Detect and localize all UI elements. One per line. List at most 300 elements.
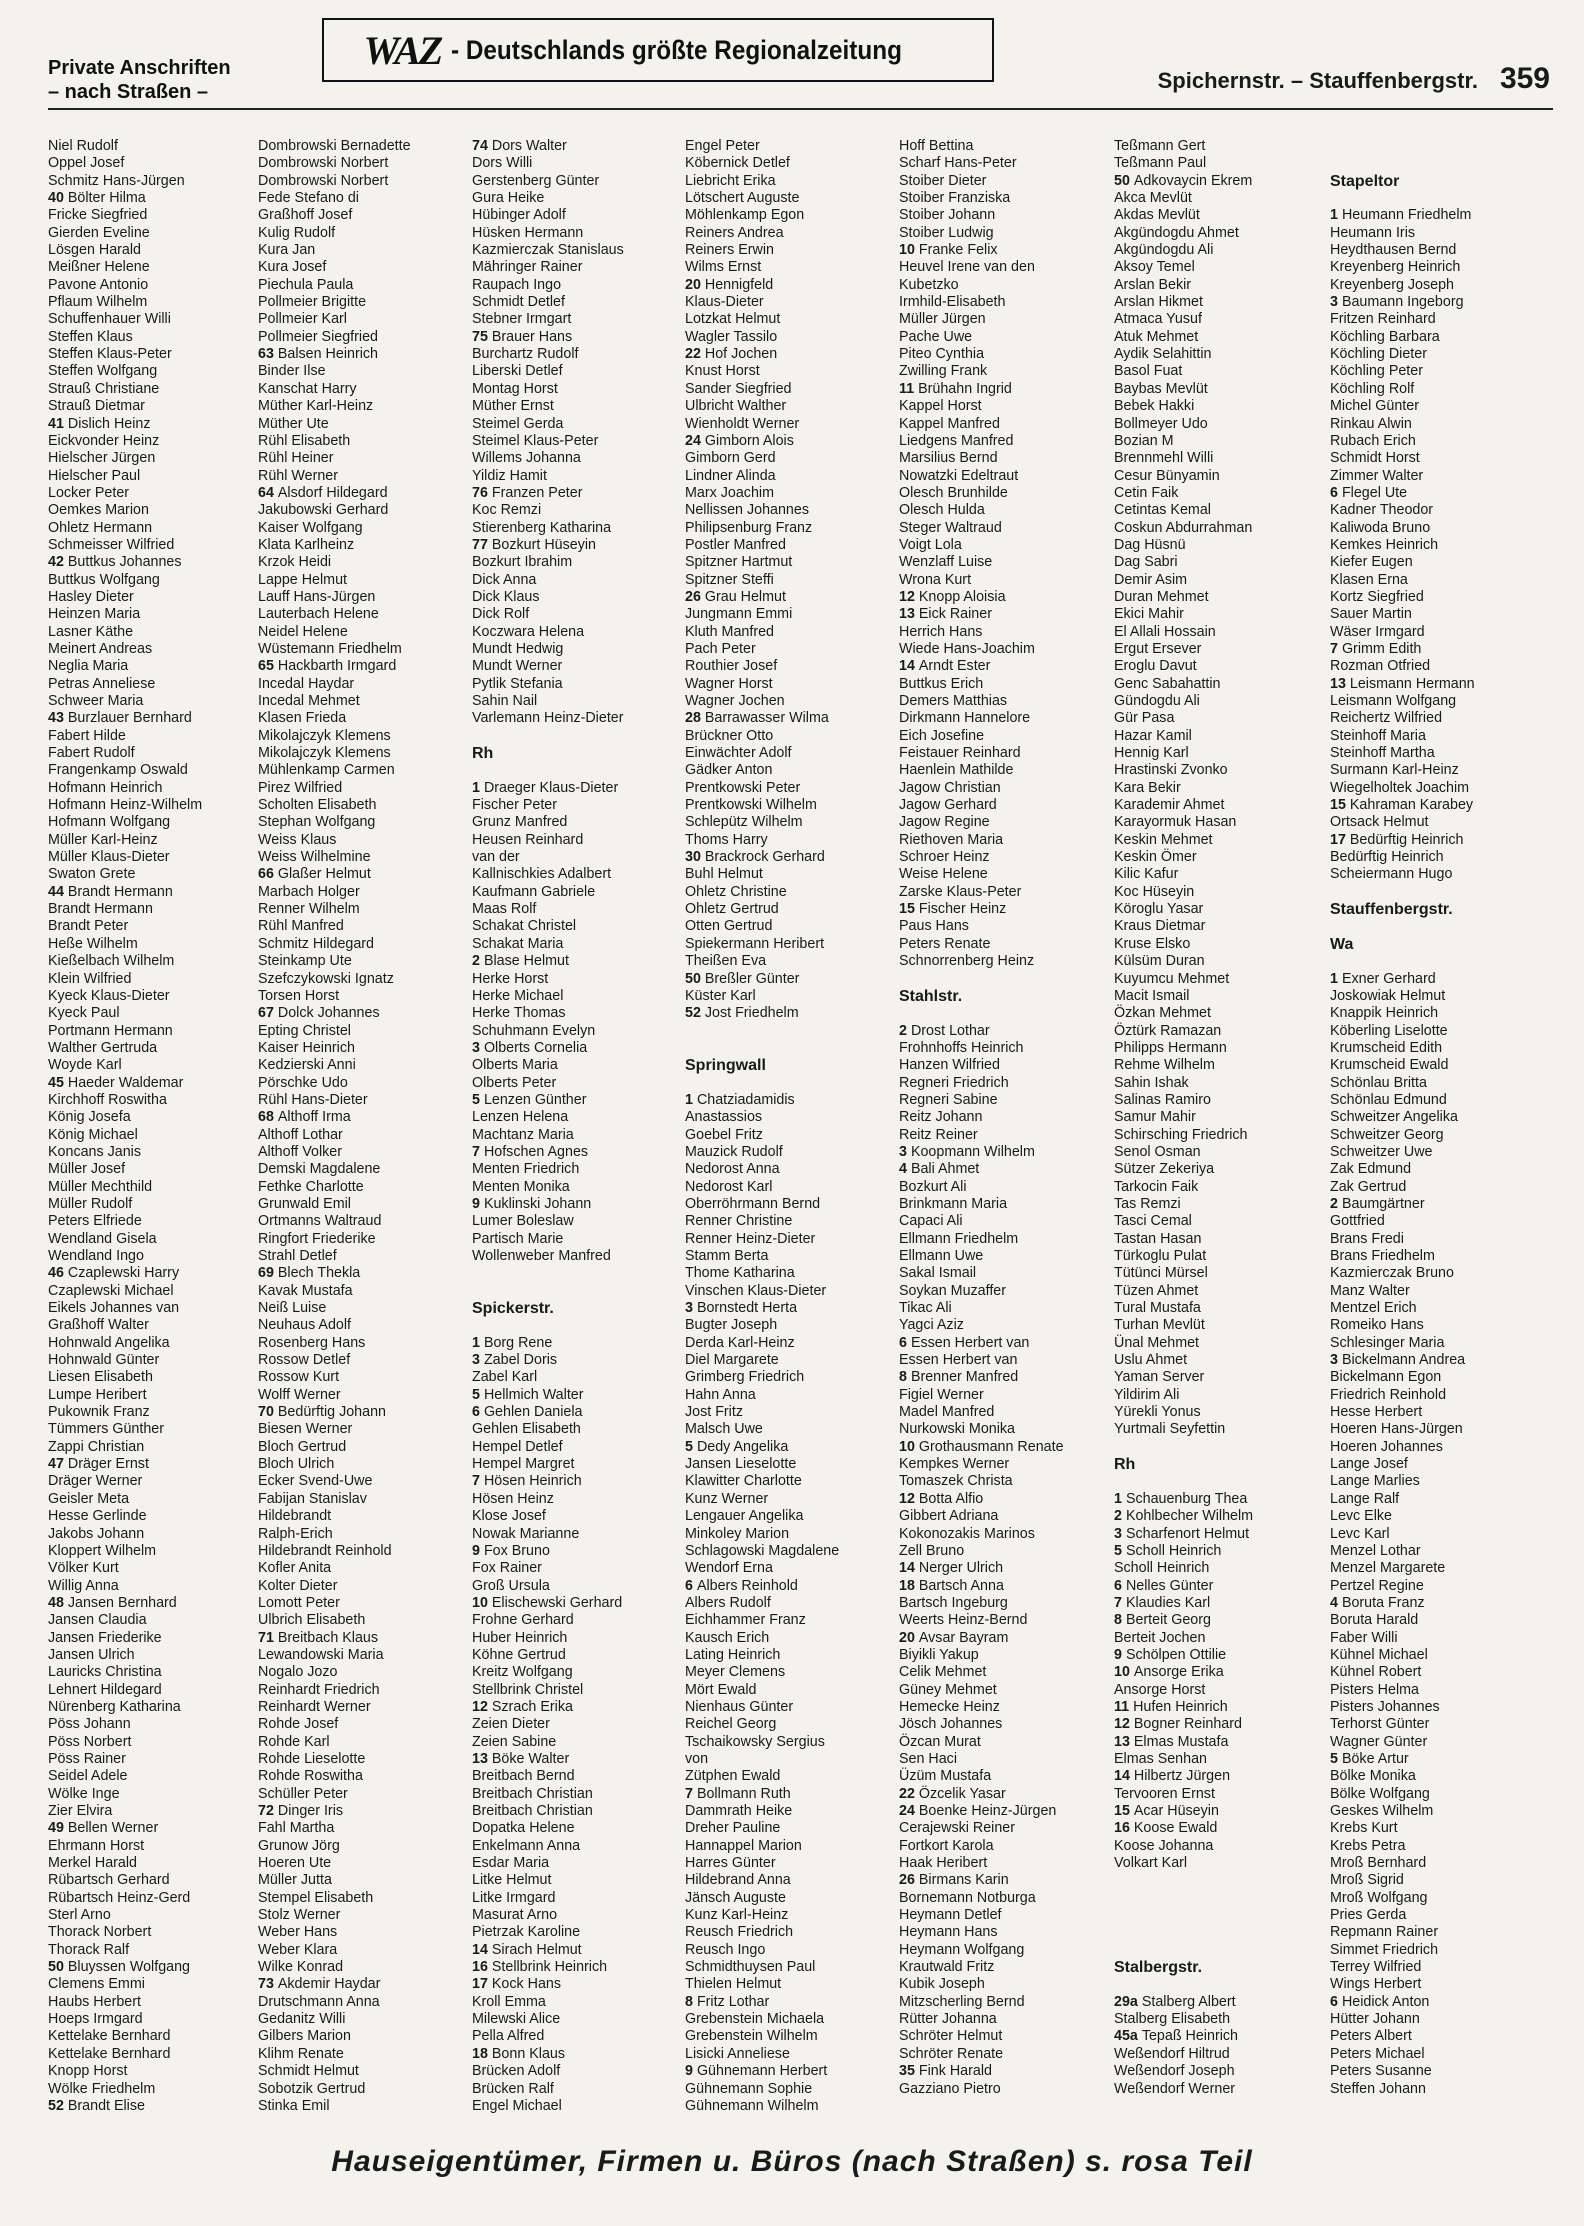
resident-entry <box>472 1335 677 1352</box>
resident-entry: Hoeps Irmgard <box>48 2011 143 2028</box>
resident-entry: Kulig Rudolf <box>258 224 336 241</box>
resident-entry: Albers Rudolf <box>685 1594 771 1611</box>
resident-entry: Weßendorf Werner <box>1114 2080 1236 2097</box>
resident-entry: Hildebrand Anna <box>685 1872 791 1889</box>
resident-name: Gimborn Alois <box>704 432 794 449</box>
resident-entry: Eikels Johannes van <box>48 1300 180 1317</box>
resident-entry: Herke Horst <box>472 970 549 987</box>
resident-entry: Olesch Hulda <box>899 502 985 519</box>
resident-entry: Pache Uwe <box>899 328 973 345</box>
resident-entry <box>1114 1994 1319 2011</box>
house-number: 20 <box>899 1629 919 1646</box>
resident-entry: Kaiser Wolfgang <box>258 519 363 536</box>
resident-entry: Bickelmann Egon <box>1330 1369 1442 1386</box>
resident-entry: Sterl Arno <box>48 1907 111 1924</box>
resident-entry: Wings Herbert <box>1330 1976 1422 1993</box>
resident-entry: Wenzlaff Luise <box>899 554 993 571</box>
house-number: 67 <box>258 1005 278 1022</box>
resident-entry: Jakubowski Gerhard <box>258 502 389 519</box>
header-divider <box>48 108 1553 110</box>
resident-entry: Rossow Kurt <box>258 1369 340 1386</box>
resident-entry: Reinhardt Friedrich <box>258 1681 380 1698</box>
resident-entry: Steffen Klaus-Peter <box>48 346 172 363</box>
spacer <box>1114 1439 1319 1456</box>
resident-entry: Kanschat Harry <box>258 380 357 397</box>
street-range: Spichernstr. – Stauffenbergstr. <box>1157 68 1478 93</box>
resident-entry: Kaliwoda Bruno <box>1330 519 1431 536</box>
resident-entry <box>685 1786 890 1803</box>
resident-entry <box>899 606 1104 623</box>
resident-entry: Minkoley Marion <box>685 1525 790 1542</box>
resident-entry: Pörschke Udo <box>258 1074 348 1091</box>
resident-name: Szrach Erika <box>491 1698 573 1715</box>
resident-entry: König Michael <box>48 1126 138 1143</box>
resident-entry: Pirez Wilfried <box>258 779 343 796</box>
resident-entry: Yürekli Yonus <box>1114 1404 1201 1421</box>
resident-entry: Liebricht Erika <box>685 172 776 189</box>
resident-entry: Nowak Marianne <box>472 1525 580 1542</box>
resident-entry: Karayormuk Hasan <box>1114 814 1237 831</box>
resident-entry <box>472 1959 677 1976</box>
resident-entry: Klein Wilfried <box>48 970 132 987</box>
resident-entry: Gühnemann Wilhelm <box>685 2097 819 2114</box>
page-number: 359 <box>1499 62 1550 95</box>
house-number: 6 <box>1330 484 1342 501</box>
resident-entry <box>1114 2028 1319 2045</box>
house-number: 76 <box>472 484 492 501</box>
resident-entry <box>685 710 890 727</box>
resident-entry: Graßhoff Josef <box>258 207 353 224</box>
resident-entry: Bebek Hakki <box>1114 398 1195 415</box>
resident-entry <box>685 971 890 988</box>
resident-entry: Maas Rolf <box>472 901 537 918</box>
resident-entry: Krebs Kurt <box>1330 1820 1398 1837</box>
resident-entry: Levc Karl <box>1330 1525 1390 1542</box>
resident-entry <box>48 416 253 433</box>
resident-name: Stellbrink Heinrich <box>491 1959 608 1976</box>
resident-entry: Eich Josefine <box>899 727 985 744</box>
resident-entry: Mauzick Rudolf <box>685 1143 783 1160</box>
resident-entry: Ehrmann Horst <box>48 1837 145 1854</box>
resident-entry: Peters Michael <box>1330 2045 1425 2062</box>
resident-entry: Wölke Friedhelm <box>48 2080 156 2097</box>
resident-entry: Jänsch Auguste <box>685 1889 786 1906</box>
resident-entry: Klawitter Charlotte <box>685 1473 802 1490</box>
resident-name: Acar Hüseyin <box>1133 1803 1219 1819</box>
house-number: 1 <box>1330 970 1342 987</box>
resident-name: Koopmann Wilhelm <box>910 1143 1035 1160</box>
resident-entry: Weiss Klaus <box>258 831 337 848</box>
resident-entry: Kunz Karl-Heinz <box>685 1907 789 1924</box>
resident-entry: Schmitz Hildegard <box>258 935 375 952</box>
resident-entry: Ellmann Friedhelm <box>899 1230 1019 1247</box>
resident-entry <box>472 1751 677 1768</box>
resident-entry: Dombrowski Bernadette <box>258 138 411 154</box>
resident-entry: Bugter Joseph <box>685 1317 778 1334</box>
resident-entry: Fede Stefano di <box>258 190 359 207</box>
resident-entry: Lindner Alinda <box>685 467 776 484</box>
resident-name: Bali Ahmet <box>910 1161 980 1178</box>
house-number: 7 <box>472 1473 484 1490</box>
house-number: 15 <box>1330 797 1350 814</box>
resident-entry: Lange Josef <box>1330 1456 1408 1473</box>
resident-entry: Schönlau Edmund <box>1330 1091 1447 1108</box>
resident-entry: Rossow Detlef <box>258 1352 351 1369</box>
house-number: 72 <box>258 1803 278 1819</box>
house-number: 28 <box>685 710 705 727</box>
resident-entry <box>1114 1578 1319 1595</box>
resident-entry: Hoff Bettina <box>899 138 974 154</box>
resident-entry: Neiß Luise <box>258 1300 327 1317</box>
resident-entry: Breitbach Christian <box>472 1803 593 1819</box>
resident-entry: Lange Marlies <box>1330 1473 1420 1490</box>
resident-entry <box>258 1005 463 1022</box>
resident-entry: Klata Karlheinz <box>258 536 355 553</box>
resident-entry: Mentzel Erich <box>1330 1300 1417 1317</box>
resident-name: Elischewski Gerhard <box>491 1594 623 1611</box>
resident-entry: Bozkurt Ali <box>899 1178 967 1195</box>
resident-entry: Arslan Bekir <box>1114 276 1192 293</box>
resident-entry: Köhne Gertrud <box>472 1646 566 1663</box>
resident-entry: Schmidthuysen Paul <box>685 1959 816 1976</box>
resident-entry <box>472 1040 677 1057</box>
resident-entry: Brückner Otto <box>685 727 774 744</box>
resident-entry: Madel Manfred <box>899 1404 995 1421</box>
resident-entry: Bornemann Notburga <box>899 1889 1036 1906</box>
resident-entry: Müther Karl-Heinz <box>258 398 374 415</box>
resident-entry: Ohletz Christine <box>685 883 787 900</box>
resident-entry: Hoeren Hans-Jürgen <box>1330 1421 1463 1438</box>
resident-entry: Marbach Holger <box>258 883 360 900</box>
resident-entry: Lauterbach Helene <box>258 606 379 623</box>
resident-entry: Soykan Muzaffer <box>899 1282 1007 1299</box>
resident-entry: Sahin Nail <box>472 693 538 709</box>
resident-entry: Külsüm Duran <box>1114 953 1205 970</box>
resident-name: Birmans Karin <box>918 1872 1009 1889</box>
resident-entry <box>1330 1994 1535 2011</box>
spacer <box>1114 1907 1319 1924</box>
house-number: 1 <box>1114 1490 1126 1507</box>
street-heading: Springwall <box>685 1057 766 1075</box>
resident-name: Olberts Cornelia <box>483 1039 588 1056</box>
resident-entry: Brandt Peter <box>48 918 129 935</box>
resident-entry: Theißen Eva <box>685 953 767 970</box>
resident-entry: Figiel Werner <box>899 1386 984 1403</box>
resident-entry: Wagner Günter <box>1330 1733 1428 1750</box>
resident-name: Breitbach Klaus <box>277 1629 379 1646</box>
resident-entry: Mitzscherling Bernd <box>899 1993 1025 2010</box>
resident-name: Boenke Heinz-Jürgen <box>918 1803 1057 1819</box>
resident-entry: Oberröhrmann Bernd <box>685 1195 821 1212</box>
resident-entry: Reiners Andrea <box>685 224 784 241</box>
resident-name: Dolck Johannes <box>277 1005 380 1022</box>
resident-entry: Incedal Mehmet <box>258 693 360 709</box>
resident-entry <box>685 1092 890 1109</box>
spacer <box>1114 1473 1319 1490</box>
resident-entry: Schröter Renate <box>899 2045 1004 2062</box>
resident-entry: Piteo Cynthia <box>899 346 985 363</box>
resident-entry: Hübinger Adolf <box>472 207 566 224</box>
resident-entry: Yurtmali Seyfettin <box>1114 1421 1226 1438</box>
resident-name: Arndt Ester <box>918 658 991 675</box>
resident-entry: Tural Mustafa <box>1114 1300 1201 1317</box>
house-number: 52 <box>685 1005 705 1022</box>
resident-entry: Althoff Lothar <box>258 1126 343 1143</box>
resident-entry: Rinkau Alwin <box>1330 415 1412 432</box>
resident-entry: Kaiser Heinrich <box>258 1039 355 1056</box>
resident-name: Sirach Helmut <box>491 1941 582 1958</box>
resident-entry: Wiede Hans-Joachim <box>899 640 1035 657</box>
resident-entry: Akdas Mevlüt <box>1114 207 1200 224</box>
resident-entry: Peters Susanne <box>1330 2063 1432 2080</box>
resident-entry <box>1330 971 1535 988</box>
resident-name: Exner Gerhard <box>1341 970 1436 987</box>
house-number: 29a <box>1114 1993 1142 2010</box>
resident-entry: Pöss Norbert <box>48 1733 132 1750</box>
house-number: 10 <box>1114 1664 1134 1681</box>
resident-entry: Liesen Elisabeth <box>48 1369 153 1386</box>
resident-entry <box>472 780 677 797</box>
resident-entry: Pisters Johannes <box>1330 1698 1440 1715</box>
resident-entry: Meyer Clemens <box>685 1664 786 1681</box>
resident-entry: Herke Thomas <box>472 1005 566 1022</box>
house-number: 74 <box>472 138 492 154</box>
resident-entry: Sauer Martin <box>1330 606 1412 623</box>
resident-entry: Keskin Mehmet <box>1114 831 1213 848</box>
spacer <box>685 1040 890 1057</box>
resident-entry: Wienholdt Werner <box>685 415 800 432</box>
resident-entry: Meißner Helene <box>48 259 150 276</box>
resident-name: Brühahn Ingrid <box>918 380 1012 397</box>
resident-entry: Bedürftig Heinrich <box>1330 849 1444 866</box>
resident-entry: Lösgen Harald <box>48 242 141 259</box>
resident-entry: Tasci Cemal <box>1114 1213 1192 1230</box>
resident-entry <box>1114 1526 1319 1543</box>
resident-entry: Schlepütz Wilhelm <box>685 814 803 831</box>
resident-name: Brauer Hans <box>491 328 573 345</box>
resident-name: Breßler Günter <box>704 970 800 987</box>
resident-entry: Akgündogdu Ahmet <box>1114 224 1239 241</box>
resident-entry: Zeien Sabine <box>472 1733 557 1750</box>
resident-entry <box>1330 797 1535 814</box>
resident-entry: Grunwald Emil <box>258 1195 351 1212</box>
resident-entry: Kappel Horst <box>899 398 982 415</box>
resident-entry: Lappe Helmut <box>258 571 348 588</box>
resident-name: Althoff Irma <box>277 1109 351 1126</box>
resident-entry: Akgündogdu Ali <box>1114 242 1214 259</box>
resident-entry: Frohnhoffs Heinrich <box>899 1039 1024 1056</box>
resident-entry: Üzüm Mustafa <box>899 1768 992 1785</box>
spacer <box>899 971 1104 988</box>
resident-entry: Rohde Roswitha <box>258 1768 363 1785</box>
resident-entry: Stellbrink Christel <box>472 1681 584 1698</box>
resident-entry: Tervooren Ernst <box>1114 1785 1215 1802</box>
resident-entry <box>899 1144 1104 1161</box>
house-number: 47 <box>48 1456 68 1473</box>
resident-entry: Müller Mechthild <box>48 1178 153 1195</box>
resident-entry: Willig Anna <box>48 1577 119 1594</box>
resident-entry <box>899 1369 1104 1386</box>
resident-entry: Weber Klara <box>258 1941 338 1958</box>
resident-entry: Nürenberg Katharina <box>48 1698 181 1715</box>
resident-entry: Tschaikowsky Sergius <box>685 1733 825 1750</box>
resident-entry: Ünal Mehmet <box>1114 1334 1200 1351</box>
resident-entry: Sahin Ishak <box>1114 1074 1189 1091</box>
resident-entry: Mroß Wolfgang <box>1330 1889 1428 1906</box>
resident-name: Bozkurt Hüseyin <box>491 536 596 553</box>
resident-entry: Jösch Johannes <box>899 1716 1003 1733</box>
spacer <box>1114 1976 1319 1993</box>
resident-entry: Heusen Reinhard <box>472 831 584 848</box>
resident-entry: Enkelmann Anna <box>472 1837 581 1854</box>
resident-entry: Gibbert Adriana <box>899 1508 999 1525</box>
resident-entry: Lauff Hans-Jürgen <box>258 588 376 605</box>
resident-entry: Hohnwald Günter <box>48 1352 160 1369</box>
resident-entry: Reusch Ingo <box>685 1941 766 1958</box>
resident-entry: Wollenweber Manfred <box>472 1248 611 1264</box>
resident-entry: Engel Peter <box>685 138 760 154</box>
resident-name: Bölter Hilma <box>67 190 146 207</box>
resident-entry: Steinhoff Martha <box>1330 745 1435 762</box>
resident-entry: Riethoven Maria <box>899 831 1004 848</box>
resident-entry: Grebenstein Michaela <box>685 2011 825 2028</box>
resident-name: Koose Ewald <box>1133 1820 1218 1837</box>
resident-entry <box>899 1786 1104 1803</box>
resident-entry: Petras Anneliese <box>48 675 156 692</box>
resident-entry: Stephan Wolfgang <box>258 814 376 831</box>
resident-entry: Senol Osman <box>1114 1143 1201 1160</box>
house-number: 1 <box>1330 207 1342 224</box>
house-number: 13 <box>1114 1733 1134 1750</box>
resident-entry: Brinkmann Maria <box>899 1195 1008 1212</box>
resident-entry: Rühl Hans-Dieter <box>258 1091 368 1108</box>
resident-entry: Walther Gertruda <box>48 1039 158 1056</box>
resident-entry: Steimel Klaus-Peter <box>472 432 599 449</box>
resident-entry: Lewandowski Maria <box>258 1646 384 1663</box>
resident-name: Scholl Heinrich <box>1125 1542 1222 1559</box>
resident-entry: Jagow Regine <box>899 814 990 831</box>
resident-entry: Peters Renate <box>899 935 991 952</box>
resident-entry: Müther Ernst <box>472 398 554 415</box>
resident-entry: Bartsch Ingeburg <box>899 1594 1008 1611</box>
resident-entry: Cetintas Kemal <box>1114 502 1211 519</box>
resident-entry: Jansen Friederike <box>48 1629 162 1646</box>
resident-entry: Scheiermann Hugo <box>1330 866 1453 883</box>
resident-entry: Köroglu Yasar <box>1114 901 1204 918</box>
street-heading: Stalbergstr. <box>1114 1959 1203 1977</box>
resident-entry <box>258 658 463 675</box>
resident-entry <box>48 190 253 207</box>
resident-entry: Müller Karl-Heinz <box>48 831 158 848</box>
resident-entry: Kirchhoff Roswitha <box>48 1091 167 1108</box>
resident-entry: Milewski Alice <box>472 2011 561 2028</box>
resident-entry: Teßmann Paul <box>1114 155 1207 172</box>
resident-entry: Kühnel Robert <box>1330 1664 1422 1681</box>
resident-entry <box>258 485 463 502</box>
resident-entry: Rubach Erich <box>1330 432 1416 449</box>
resident-entry: Gura Heike <box>472 190 545 207</box>
street-heading: Wa <box>1330 935 1354 953</box>
house-number: 52 <box>48 2097 68 2114</box>
resident-entry: Hemecke Heinz <box>899 1698 1000 1715</box>
house-number: 50 <box>48 1959 68 1976</box>
resident-name: Brenner Manfred <box>910 1369 1019 1386</box>
resident-entry <box>472 1387 677 1404</box>
street-heading: Rh <box>472 745 494 763</box>
resident-entry: Terrey Wilfried <box>1330 1959 1422 1976</box>
resident-entry: Wagler Tassilo <box>685 328 778 345</box>
resident-entry: Schmidt Helmut <box>258 2063 359 2080</box>
resident-entry: Rühl Heiner <box>258 450 334 467</box>
resident-entry: Zak Edmund <box>1330 1161 1412 1178</box>
resident-entry: Koc Remzi <box>472 502 542 519</box>
resident-entry: Schlesinger Maria <box>1330 1334 1445 1351</box>
resident-entry: Romeiko Hans <box>1330 1317 1424 1334</box>
resident-entry <box>472 1976 677 1993</box>
resident-entry: Gierden Eveline <box>48 224 150 241</box>
resident-entry: Derda Karl-Heinz <box>685 1334 795 1351</box>
house-number: 63 <box>258 346 278 363</box>
resident-entry: Renner Christine <box>685 1213 793 1230</box>
resident-name: Blech Thekla <box>277 1265 361 1282</box>
resident-entry: Nienhaus Günter <box>685 1698 794 1715</box>
resident-entry <box>258 346 463 363</box>
resident-entry: Türkoglu Pulat <box>1114 1248 1207 1264</box>
resident-entry: Neidel Helene <box>258 623 348 640</box>
resident-entry <box>685 1439 890 1456</box>
house-number: 45 <box>48 1074 68 1091</box>
resident-entry: Ecker Svend-Uwe <box>258 1473 373 1490</box>
spacer <box>685 1023 890 1040</box>
resident-entry: Gimborn Gerd <box>685 450 776 467</box>
resident-entry: Krebs Petra <box>1330 1837 1406 1854</box>
resident-entry: Wendland Ingo <box>48 1248 144 1264</box>
resident-entry: Scholl Heinrich <box>1114 1560 1210 1577</box>
house-number: 16 <box>472 1959 492 1976</box>
resident-entry: Uslu Ahmet <box>1114 1352 1188 1369</box>
resident-entry: Ulbrich Elisabeth <box>258 1612 366 1629</box>
house-number: 48 <box>48 1594 68 1611</box>
resident-entry: Rohde Lieselotte <box>258 1750 366 1767</box>
resident-entry: Schweitzer Angelika <box>1330 1109 1458 1126</box>
resident-entry: Kettelake Bernhard <box>48 2028 171 2045</box>
resident-name: Schauenburg Thea <box>1125 1490 1248 1507</box>
resident-entry: Brans Friedhelm <box>1330 1248 1435 1264</box>
resident-entry: Salinas Ramiro <box>1114 1091 1211 1108</box>
resident-entry <box>472 485 677 502</box>
resident-entry: Esdar Maria <box>472 1855 550 1872</box>
resident-entry: Müller Rudolf <box>48 1195 133 1212</box>
resident-entry: Weise Helene <box>899 866 988 883</box>
house-number: 50 <box>685 970 705 987</box>
house-number: 26 <box>899 1872 919 1889</box>
directory-column-5 <box>899 138 1104 2098</box>
resident-entry: Tütünci Mürsel <box>1114 1265 1208 1282</box>
directory-column-1 <box>48 138 253 2115</box>
resident-entry: Macit Ismail <box>1114 987 1190 1004</box>
house-number: 46 <box>48 1265 68 1282</box>
resident-name: Jansen Bernhard <box>67 1594 177 1611</box>
resident-name: Dedy Angelika <box>696 1438 789 1455</box>
house-number: 1 <box>472 1334 484 1351</box>
directory-column-2 <box>258 138 463 2115</box>
resident-entry <box>899 1161 1104 1178</box>
house-number: 2 <box>1114 1508 1126 1525</box>
resident-entry: Prentkowski Peter <box>685 779 801 796</box>
resident-entry: Steinhoff Maria <box>1330 727 1426 744</box>
resident-entry: Gehlen Elisabeth <box>472 1421 581 1438</box>
resident-name: Glaßer Helmut <box>277 866 371 883</box>
